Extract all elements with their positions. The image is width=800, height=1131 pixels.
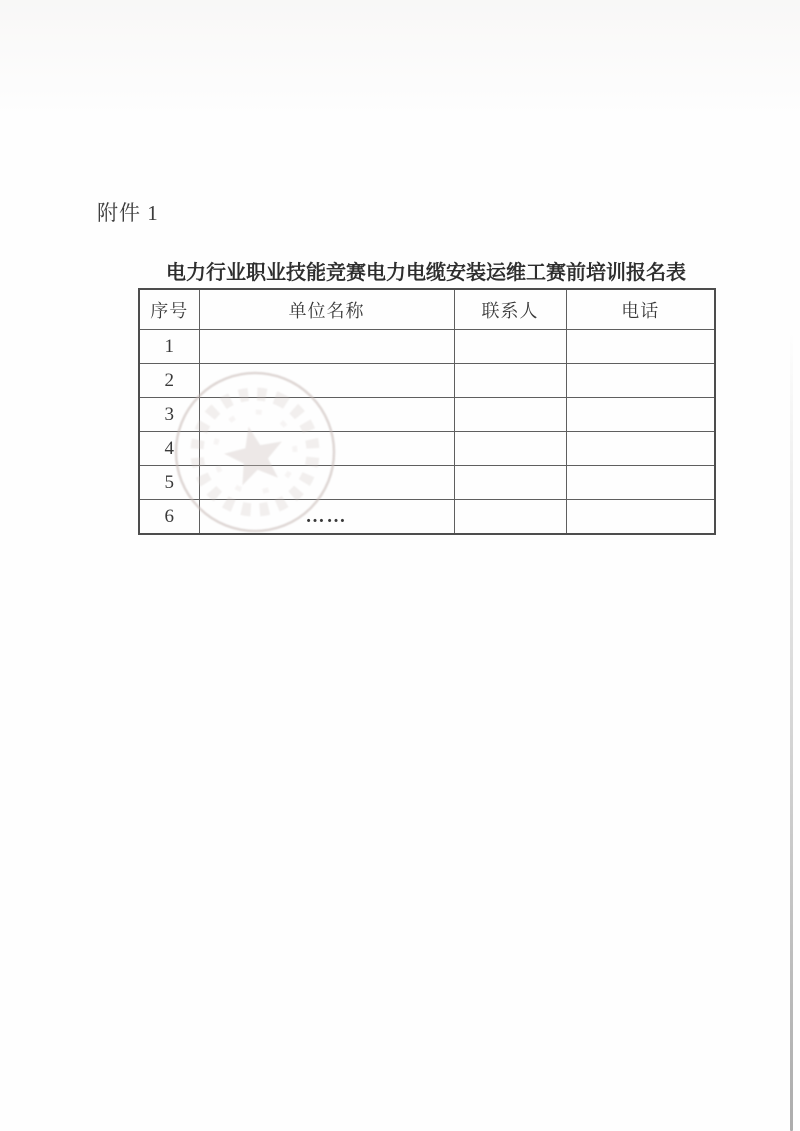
table-row bbox=[139, 330, 715, 364]
table-row bbox=[139, 398, 715, 432]
contact-cell bbox=[454, 466, 566, 500]
registration-table bbox=[138, 288, 716, 535]
row-number-cell: 4 bbox=[139, 432, 199, 466]
phone-cell bbox=[566, 500, 715, 535]
unit-name-cell bbox=[199, 330, 454, 364]
row-number-cell: 3 bbox=[139, 398, 199, 432]
table-row bbox=[139, 500, 715, 535]
contact-cell bbox=[454, 500, 566, 535]
unit-name-cell bbox=[199, 432, 454, 466]
page-title: 电力行业职业技能竞赛电力电缆安装运维工赛前培训报名表 bbox=[166, 262, 686, 284]
scan-edge-shadow bbox=[790, 330, 793, 1131]
table-row bbox=[139, 432, 715, 466]
contact-cell bbox=[454, 398, 566, 432]
row-number-cell: 2 bbox=[139, 364, 199, 398]
unit-name-cell bbox=[199, 364, 454, 398]
scan-noise-band bbox=[0, 0, 800, 120]
column-header-number: 序号 bbox=[139, 289, 199, 330]
unit-name-cell bbox=[199, 466, 454, 500]
table-row bbox=[139, 364, 715, 398]
row-number-cell: 1 bbox=[139, 330, 199, 364]
phone-cell bbox=[566, 364, 715, 398]
attachment-label: 附件 1 bbox=[97, 201, 159, 225]
column-header-contact: 联系人 bbox=[454, 289, 566, 330]
column-header-unit: 单位名称 bbox=[199, 289, 454, 330]
row-number-cell: 6 bbox=[139, 500, 199, 535]
contact-cell bbox=[454, 330, 566, 364]
phone-cell bbox=[566, 330, 715, 364]
phone-cell bbox=[566, 398, 715, 432]
contact-cell bbox=[454, 364, 566, 398]
phone-cell bbox=[566, 432, 715, 466]
contact-cell bbox=[454, 432, 566, 466]
phone-cell bbox=[566, 466, 715, 500]
unit-name-cell bbox=[199, 398, 454, 432]
table-header-row bbox=[139, 289, 715, 330]
row-number-cell: 5 bbox=[139, 466, 199, 500]
column-header-phone: 电话 bbox=[566, 289, 715, 330]
table-row bbox=[139, 466, 715, 500]
unit-name-cell-ellipsis: …… bbox=[199, 500, 454, 535]
